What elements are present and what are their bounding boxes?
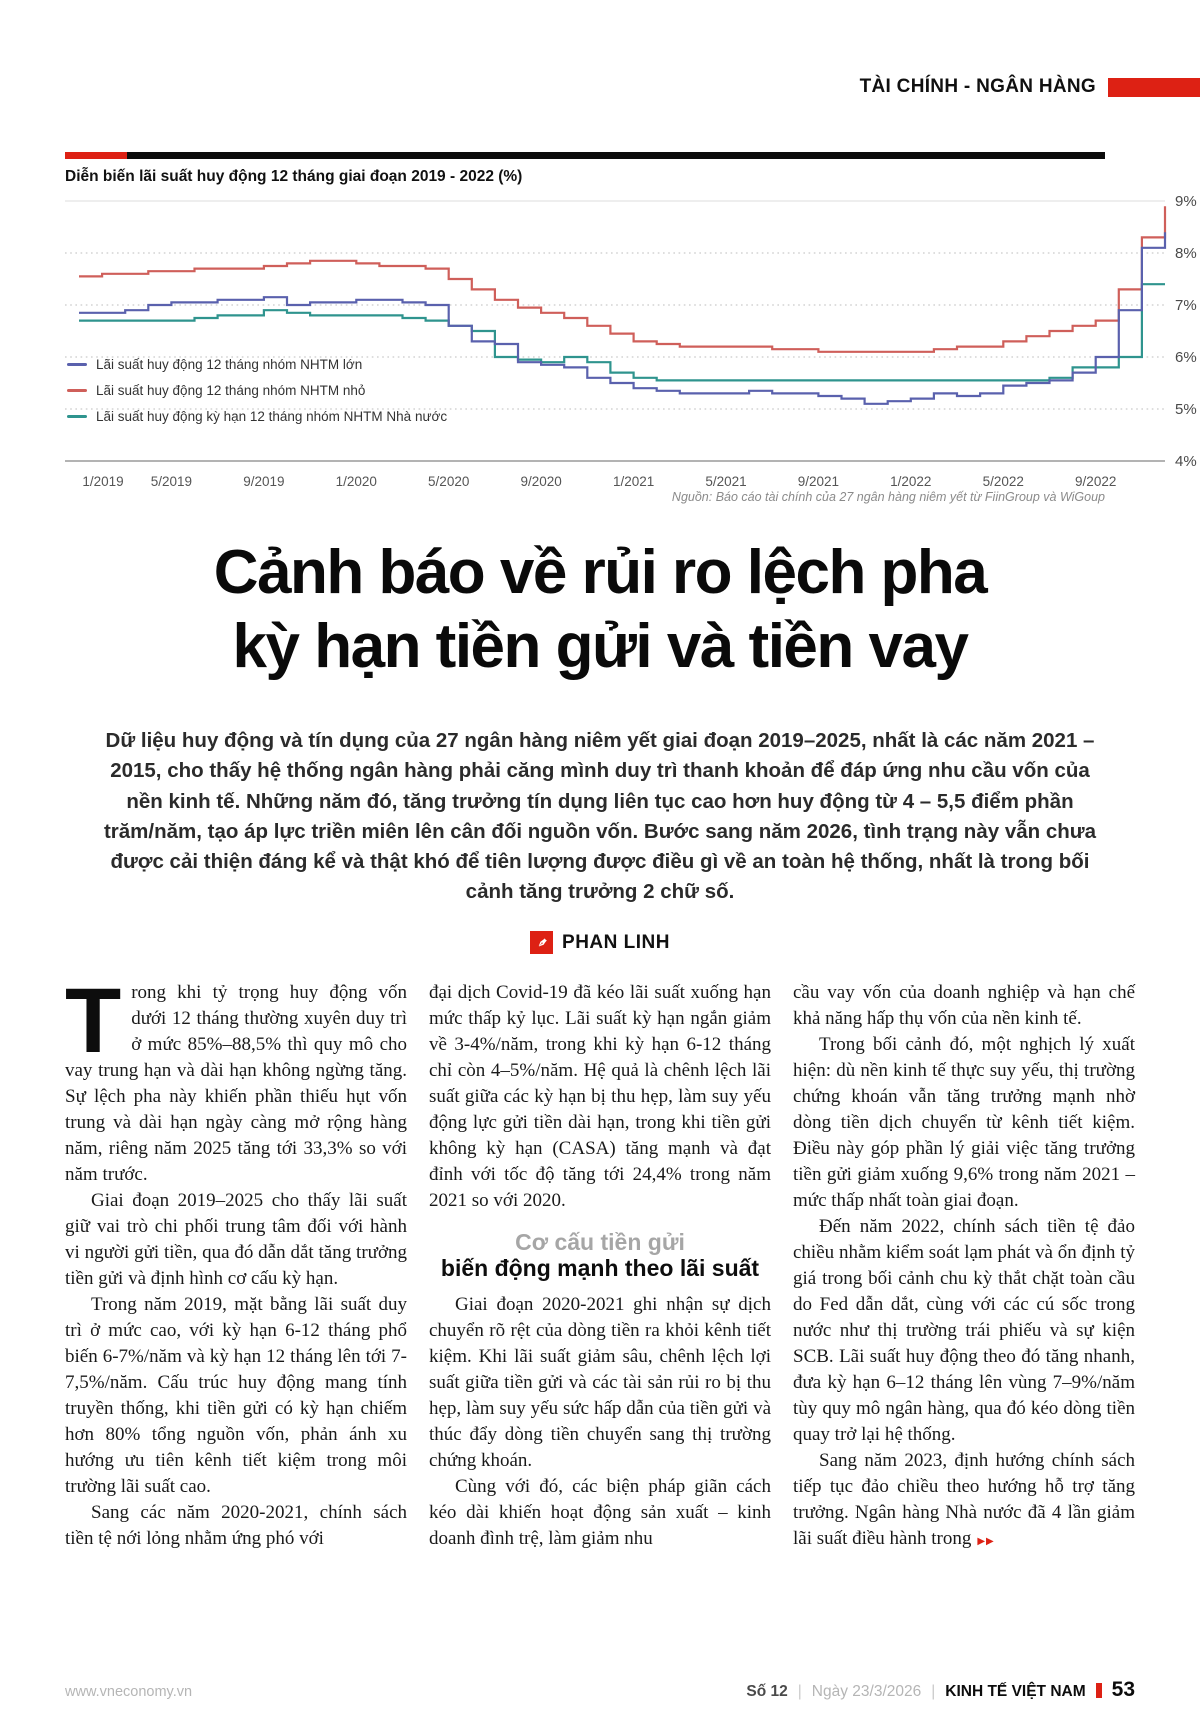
- continued-marker-icon: ▶▶: [977, 1536, 995, 1548]
- headline-line-2: kỳ hạn tiền gửi và tiền vay: [232, 612, 968, 682]
- top-rule: [65, 152, 1105, 159]
- paragraph: Đến năm 2022, chính sách tiền tệ đảo chiều nhằm kiểm soát lạm phát và ổn định tỷ giá trong bối cảnh chu kỳ thắt chặt toàn cầu do Fed dẫn dắt, cùng với các cú sốc trong nước như thị trường trái phiếu và sự kiện SCB. Lãi suất huy động theo đó tăng nhanh, đưa kỳ hạn 6–12 tháng lên vùng 7–9%/năm tùy quy mô ngân hàng, qua đó kéo dòng tiền quay trở lại hệ thống.: [793, 1216, 1135, 1446]
- svg-text:9/2022: 9/2022: [1075, 474, 1117, 489]
- pen-nib-icon: ✒: [530, 931, 553, 954]
- rule-red-segment: [65, 152, 127, 159]
- legend-dash-state-banks-icon: [67, 415, 87, 419]
- subhead-line-1: Cơ cấu tiền gửi: [515, 1229, 685, 1256]
- chart-source-note: Nguồn: Báo cáo tài chính của 27 ngân hàng niêm yết từ FiinGroup và WiGoup: [671, 490, 1105, 504]
- headline-line-1: Cảnh báo về rủi ro lệch pha: [213, 538, 987, 607]
- publication-name: KINH TẾ VIỆT NAM: [945, 1683, 1086, 1700]
- issue-date: Ngày 23/3/2026: [811, 1683, 922, 1700]
- footer-issue-info: [746, 1678, 1135, 1702]
- svg-text:5/2021: 5/2021: [705, 474, 747, 489]
- legend-item-small-banks: [67, 383, 447, 398]
- legend-dash-small-banks-icon: [67, 389, 87, 393]
- section-header: [860, 76, 1200, 98]
- svg-text:5/2019: 5/2019: [150, 474, 193, 489]
- svg-text:8%: 8%: [1175, 245, 1197, 262]
- legend-item-large-banks: [67, 357, 447, 372]
- rate-line-chart: [65, 189, 1200, 489]
- paragraph: [793, 1448, 1135, 1552]
- article-body: [65, 970, 1135, 1552]
- website-url: www.vneconomy.vn: [65, 1684, 193, 1700]
- svg-text:9/2020: 9/2020: [520, 474, 562, 489]
- paragraph: đại dịch Covid-19 đã kéo lãi suất xuống hạn mức thấp kỷ lục. Lãi suất kỳ hạn ngắn giảm về 3-4%/năm, trong khi kỳ hạn 6-12 tháng chỉ còn 4–5%/năm. Hệ quả là chênh lệch lãi suất giữa các kỳ hạn bị thu hẹp, làm suy yếu động lực gửi tiền dài hạn, trong khi tiền gửi không kỳ hạn (CASA) tăng mạnh và đạt đỉnh với tốc độ tăng tới 24,4% trong năm 2021 so với 2020.: [429, 982, 771, 1212]
- section-title: TÀI CHÍNH - NGÂN HÀNG: [859, 76, 1096, 97]
- paragraph: [65, 970, 407, 1188]
- legend-label: Lãi suất huy động 12 tháng nhóm NHTM lớn: [96, 357, 363, 372]
- paragraph: cầu vay vốn của doanh nghiệp và hạn chế khả năng hấp thụ vốn của nền kinh tế.: [793, 982, 1135, 1030]
- paragraph: Giai đoạn 2019–2025 cho thấy lãi suất giữ vai trò chi phối trung tâm đối với hành vi người gửi tiền, qua đó dẫn dắt tăng trưởng tiền gửi và định hình cơ cấu kỳ hạn.: [65, 1190, 407, 1290]
- svg-text:6%: 6%: [1175, 349, 1197, 366]
- svg-text:9/2019: 9/2019: [243, 474, 285, 489]
- paragraph: Trong bối cảnh đó, một nghịch lý xuất hiện: dù nền kinh tế thực suy yếu, thị trường chứng khoán vẫn tăng trưởng mạnh nhờ dòng tiền dịch chuyển từ kênh tiết kiệm. Điều này góp phần lý giải việc tăng trưởng tiền gửi giảm xuống 9,6% trong năm 2021 – mức thấp nhất toàn giai đoạn.: [793, 1034, 1135, 1212]
- issue-number: Số 12: [746, 1683, 788, 1700]
- paragraph: Cùng với đó, các biện pháp giãn cách kéo dài khiến hoạt động sản xuất – kinh doanh đình trệ, làm giảm nhu: [429, 1475, 771, 1549]
- paragraph-text: rong khi tỷ trọng huy động vốn dưới 12 tháng thường xuyên duy trì ở mức 85%–88,5% thì quy mô cho vay trung hạn và dài hạn không ngừng tăng. Sự lệch pha này khiến phần thiếu hụt vốn trung và dài hạn ngày càng mở rộng hàng năm, riêng năm 2025 tăng tới 33,3% so với năm trước.: [65, 982, 407, 1186]
- column-3: [793, 980, 1135, 1552]
- section-accent-block: [1108, 78, 1200, 97]
- svg-text:7%: 7%: [1175, 297, 1197, 314]
- svg-text:9%: 9%: [1175, 193, 1197, 210]
- drop-cap: T: [65, 970, 122, 1073]
- author-name: PHAN LINH: [562, 931, 670, 953]
- legend-label: Lãi suất huy động 12 tháng nhóm NHTM nhỏ: [96, 383, 366, 398]
- svg-text:1/2020: 1/2020: [335, 474, 377, 489]
- page-number-accent-bar: [1096, 1683, 1102, 1698]
- svg-text:1/2022: 1/2022: [890, 474, 932, 489]
- rule-black-segment: [127, 152, 1105, 159]
- svg-text:4%: 4%: [1175, 453, 1197, 470]
- byline: [65, 931, 1135, 954]
- legend-item-state-banks: [67, 409, 447, 424]
- legend-label: Lãi suất huy động kỳ hạn 12 tháng nhóm NHTM Nhà nước: [96, 409, 448, 424]
- subhead-line-2: biến động mạnh theo lãi suất: [440, 1254, 760, 1281]
- chart-title: Diễn biến lãi suất huy động 12 tháng giai đoạn 2019 - 2022 (%): [65, 168, 523, 185]
- column-1: [65, 970, 407, 1552]
- legend-dash-large-banks-icon: [67, 363, 87, 367]
- paragraph: Sang các năm 2020-2021, chính sách tiền tệ nới lỏng nhằm ứng phó với: [65, 1502, 407, 1550]
- footer-separator: |: [797, 1683, 802, 1700]
- rate-chart-svg: [65, 189, 1200, 489]
- paragraph: Giai đoạn 2020-2021 ghi nhận sự dịch chuyển rõ rệt của dòng tiền ra khỏi kênh tiết kiệm. Khi lãi suất giảm sâu, chênh lệch lợi suất giữa tiền gửi và các tài sản rủi ro bị thu hẹp, làm suy yếu sức hấp dẫn của tiền gửi và thúc đẩy dòng tiền chuyển sang thị trường chứng khoán.: [429, 1293, 771, 1471]
- page-number: 53: [1111, 1678, 1135, 1701]
- svg-text:5/2020: 5/2020: [428, 474, 470, 489]
- chart-legend: [67, 357, 447, 424]
- svg-text:5%: 5%: [1175, 401, 1197, 418]
- svg-text:9/2021: 9/2021: [797, 474, 840, 489]
- svg-text:1/2021: 1/2021: [612, 474, 655, 489]
- article-headline: [65, 536, 1135, 685]
- paragraph: Trong năm 2019, mặt bằng lãi suất duy trì ở mức cao, với kỳ hạn 6-12 tháng phổ biến 6-7%/năm và kỳ hạn 12 tháng lên tới 7-7,5%/năm. Cấu trúc huy động mang tính truyền thống, khi tiền gửi có kỳ hạn chiếm hơn 80% tổng nguồn vốn, phản ánh xu hướng ưu tiên kênh tiết kiệm trong môi trường lãi suất cao.: [65, 1294, 407, 1498]
- page-footer: [65, 1678, 1135, 1702]
- article-lede: Dữ liệu huy động và tín dụng của 27 ngân hàng niêm yết giai đoạn 2019–2025, nhất là các năm 2021 – 2015, cho thấy hệ thống ngân hàng phải căng mình duy trì thanh khoản để đáp ứng nhu cầu vốn của nền kinh tế. Những năm đó, tăng trưởng tín dụng liên tục cao hơn huy động từ 4 – 5,5 điểm phần trăm/năm, tạo áp lực triền miên lên cân đối nguồn vốn. Bước sang năm 2026, tình trạng này vẫn chưa được cải thiện đáng kể và thật khó để tiên lượng được điều gì về an toàn hệ thống, nhất là trong bối cảnh tăng trưởng 2 chữ số.: [103, 729, 1097, 903]
- section-subhead: [429, 1230, 771, 1282]
- footer-separator: |: [931, 1683, 936, 1700]
- paragraph-text: Sang năm 2023, định hướng chính sách tiếp tục đảo chiều theo hướng hỗ trợ tăng trưởng. Ngân hàng Nhà nước đã 4 lần giảm lãi suất điều hành trong: [793, 1450, 1135, 1550]
- svg-text:1/2019: 1/2019: [82, 474, 124, 489]
- svg-text:5/2022: 5/2022: [982, 474, 1024, 489]
- column-2: [429, 980, 771, 1552]
